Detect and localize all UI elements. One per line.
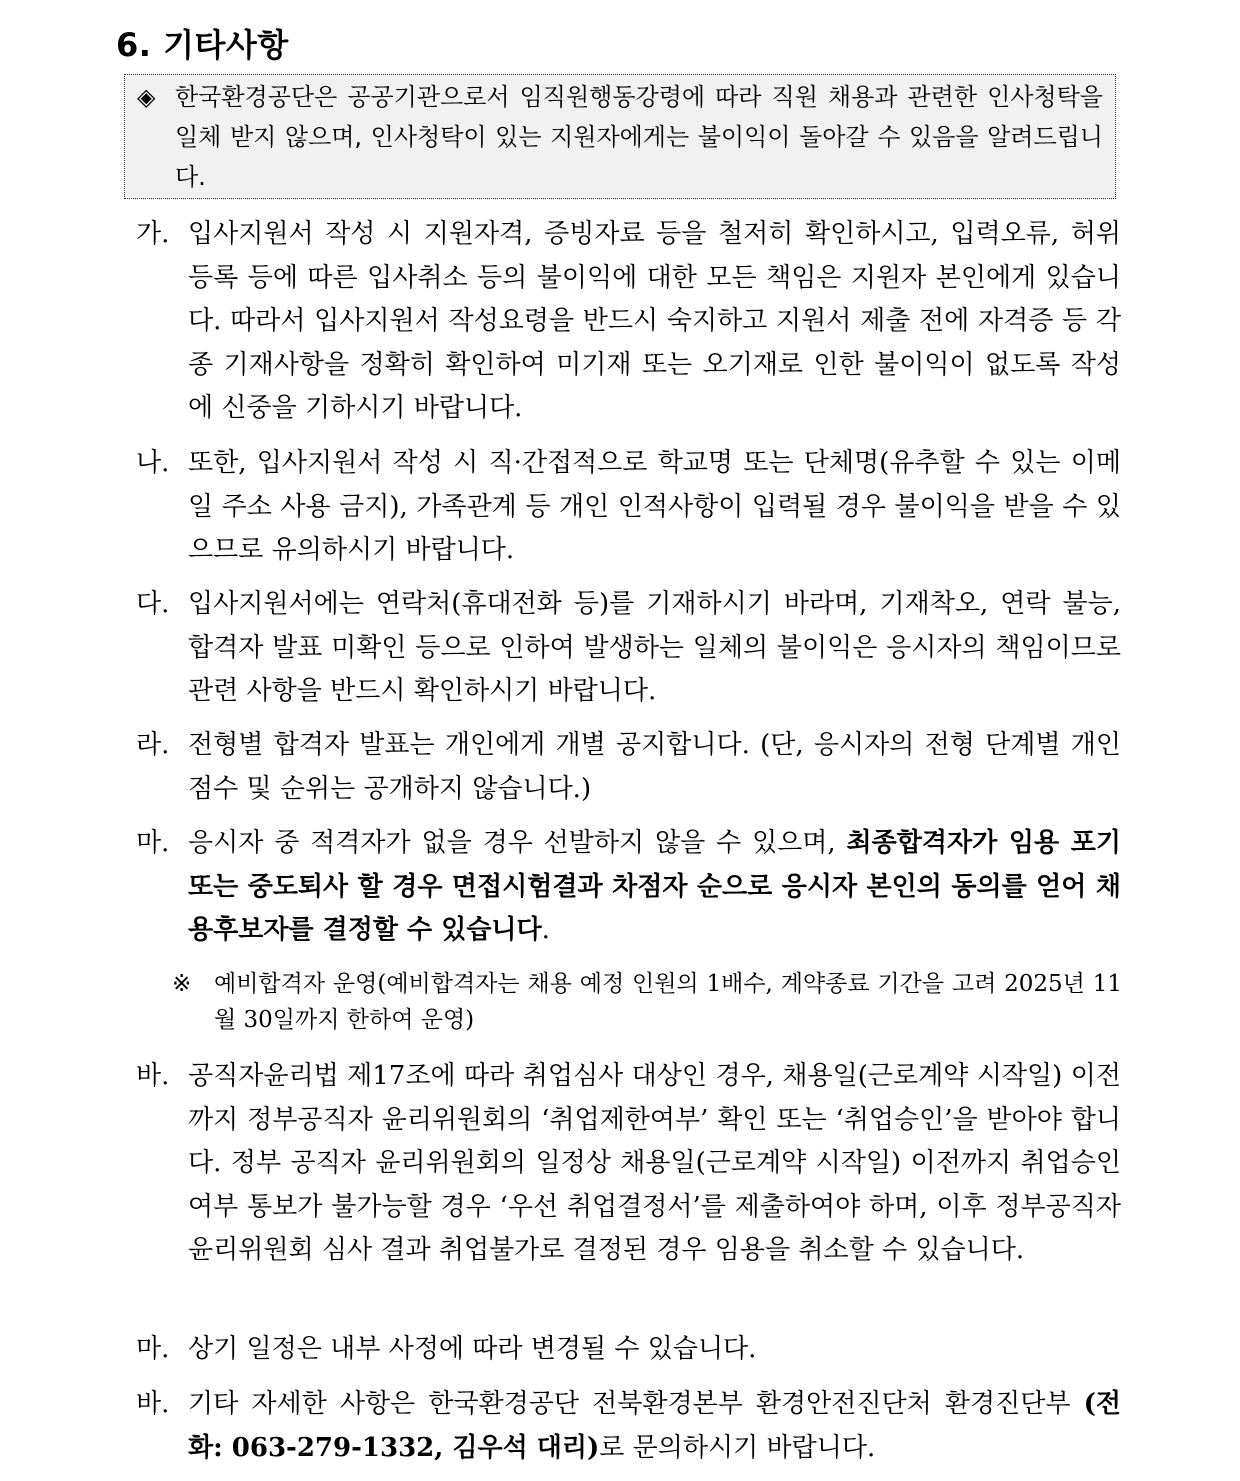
list-item-ga: [136, 213, 1121, 431]
item-text: 공직자윤리법 제17조에 따라 취업심사 대상인 경우, 채용일(근로계약 시작일) 이전까지 정부공직자 윤리위원회의 ‘취업제한여부’ 확인 또는 ‘취업승인’을 받아야 합니다. 정부 공직자 윤리위원회의 일정상 채용일(근로계약 시작일) 이전까지 취업승인 여부 통보가 불가능할 경우 ‘우선 취업결정서’를 제출하여야 하며, 이후 정부공직자 윤리위원회 심사 결과 취업불가로 결정된 경우 임용을 취소할 수 있습니다.: [188, 1061, 1121, 1265]
item-text-plain: 응시자 중 적격자가 없을 경우 선발하지 않을 수 있으며,: [188, 828, 847, 858]
item-text: 입사지원서에는 연락처(휴대전화 등)를 기재하시기 바라며, 기재착오, 연락 불능, 합격자 발표 미확인 등으로 인하여 발생하는 일체의 불이익은 응시자의 책임이므로 관련 사항을 반드시 확인하시기 바랍니다.: [188, 589, 1121, 706]
item-number: 가.: [136, 219, 170, 249]
notice-box: [124, 74, 1116, 199]
list-item-na: [136, 442, 1121, 573]
item-number: 바.: [136, 1061, 170, 1091]
list-item-ba-2: [136, 1383, 1121, 1470]
reference-mark-icon: ※: [172, 971, 192, 997]
diamond-marker-icon: ◈: [137, 83, 156, 111]
item-text-bold: 최종합격자가 임용 포기 또는 중도퇴사 할 경우 면접시험결과 차점자 순으로 응시자 본인의 동의를 얻어 채용후보자를 결정할 수 있습니다: [188, 828, 1121, 945]
item-text: 상기 일정은 내부 사정에 따라 변경될 수 있습니다.: [188, 1334, 757, 1364]
contact-info: (전화: 063-279-1332, 김우석 대리): [188, 1389, 1121, 1463]
list-item-ra: [136, 724, 1121, 811]
reserve-note: [172, 966, 1122, 1038]
item-text-end: 로 문의하시기 바랍니다.: [599, 1432, 876, 1463]
list-item-da: [136, 583, 1121, 714]
item-text-end: .: [541, 915, 550, 945]
item-text: 또한, 입사지원서 작성 시 직·간접적으로 학교명 또는 단체명(유추할 수 있는 이메일 주소 사용 금지), 가족관계 등 개인 인적사항이 입력될 경우 불이익을 받을 수 있으므로 유의하시기 바랍니다.: [188, 448, 1121, 565]
note-text: 예비합격자 운영(예비합격자는 채용 예정 인원의 1배수, 계약종료 기간을 고려 2025년 11월 30일까지 한하여 운영): [214, 971, 1122, 1033]
item-number: 마.: [136, 828, 170, 858]
item-number: 나.: [136, 448, 170, 478]
item-number: 바.: [136, 1389, 170, 1419]
item-number: 다.: [136, 589, 170, 619]
list-item-ma: [136, 822, 1121, 953]
item-text: 전형별 합격자 발표는 개인에게 개별 공지합니다. (단, 응시자의 전형 단계별 개인점수 및 순위는 공개하지 않습니다.): [188, 730, 1121, 804]
section-title: 6. 기타사항: [116, 26, 289, 64]
list-item-ma-2: [136, 1328, 1121, 1372]
item-text: 입사지원서 작성 시 지원자격, 증빙자료 등을 철저히 확인하시고, 입력오류, 허위 등록 등에 따른 입사취소 등의 불이익에 대한 모든 책임은 지원자 본인에게 있습니다. 따라서 입사지원서 작성요령을 반드시 숙지하고 지원서 제출 전에 자격증 등 각종 기재사항을 정확히 확인하여 미기재 또는 오기재로 인한 불이익이 없도록 작성에 신중을 기하시기 바랍니다.: [188, 219, 1121, 423]
item-text-plain: 기타 자세한 사항은 한국환경공단 전북환경본부 환경안전진단처 환경진단부: [188, 1389, 1084, 1419]
notice-text: 한국환경공단은 공공기관으로서 임직원행동강령에 따라 직원 채용과 관련한 인사청탁을 일체 받지 않으며, 인사청탁이 있는 지원자에게는 불이익이 돌아갈 수 있음을 알려드립니다.: [175, 83, 1103, 191]
list-item-ba: [136, 1055, 1121, 1273]
item-number: 라.: [136, 730, 170, 760]
item-number: 마.: [136, 1334, 170, 1364]
item-text: [188, 822, 1121, 953]
item-text: [188, 1383, 1121, 1470]
